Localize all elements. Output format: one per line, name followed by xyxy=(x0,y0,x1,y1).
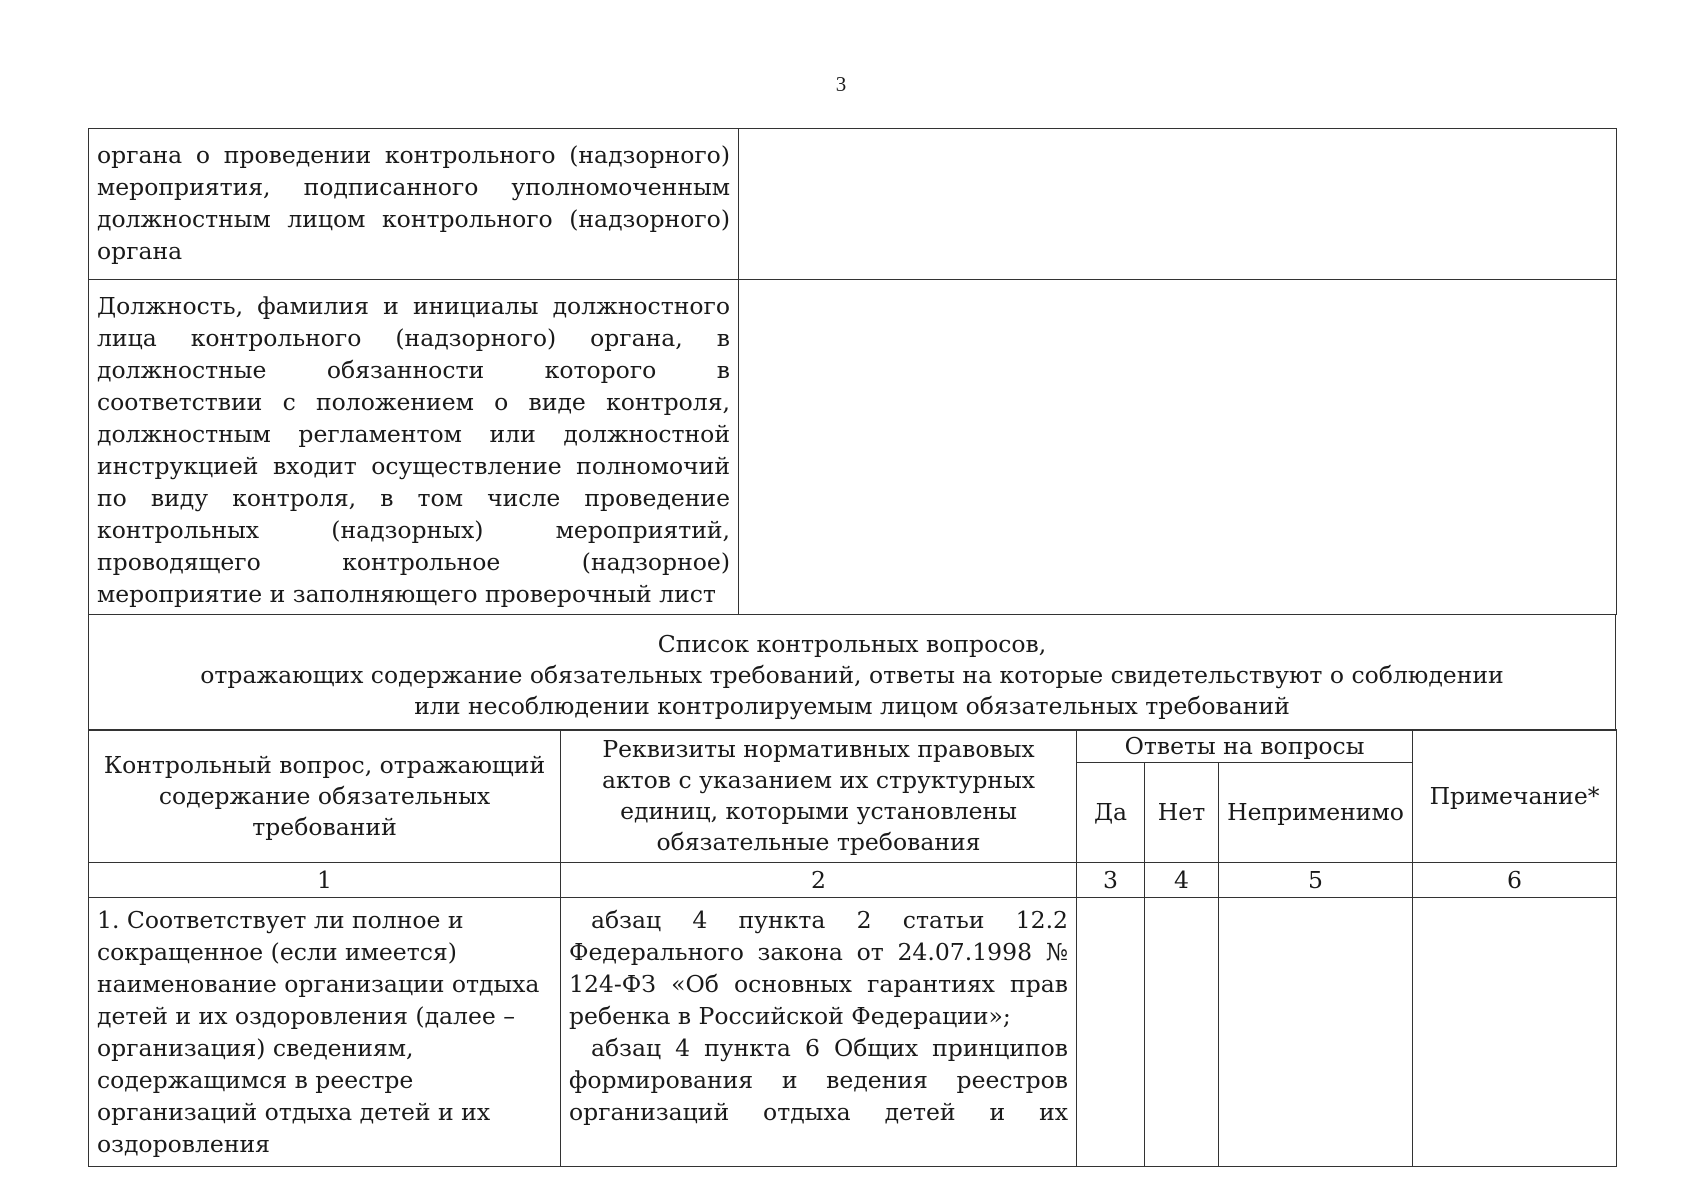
header-yes: Да xyxy=(1077,763,1145,863)
header-question: Контрольный вопрос, отражающий содержание обязательных требований xyxy=(89,730,561,863)
label-cell xyxy=(89,280,739,615)
list-title-line-1: Список контрольных вопросов, xyxy=(657,629,1047,658)
column-number: 1 xyxy=(89,863,561,898)
header-note: Примечание* xyxy=(1413,730,1617,863)
requisites-paragraph-1: абзац 4 пункта 2 статьи 12.2 Федерального закона от 24.07.1998 № 124-ФЗ «Об основных гарантиях прав ребенка в Российской Федерации»; xyxy=(569,906,1068,1030)
order-label-text: органа о проведении контрольного (надзорного) мероприятия, подписанного уполномоченным должностным лицом контрольного (надзорного) органа xyxy=(97,141,730,265)
table-row xyxy=(89,129,1617,280)
header-no: Нет xyxy=(1145,763,1219,863)
page-number: 3 xyxy=(835,72,847,96)
column-number: 4 xyxy=(1145,863,1219,898)
label-cell xyxy=(89,129,739,280)
question-cell xyxy=(89,898,561,1167)
column-number: 2 xyxy=(561,863,1077,898)
requisites-cell xyxy=(561,898,1077,1167)
header-row xyxy=(89,730,1617,763)
official-label-text: Должность, фамилия и инициалы должностного лица контрольного (надзорного) органа, в должностные обязанности которого в соответствии с положением о виде контроля, должностным регламентом или должностной инструкцией входит осуществление полномочий по виду контроля, в том числе проведение контрольных (надзорных) мероприятий, проводящего контрольное (надзорное) мероприятие и заполняющего проверочный лист xyxy=(97,292,730,608)
document-table-wrapper xyxy=(88,128,1616,1167)
note-cell[interactable] xyxy=(1413,898,1617,1167)
column-number: 6 xyxy=(1413,863,1617,898)
checklist-table xyxy=(88,729,1617,1167)
answer-yes-cell[interactable] xyxy=(1077,898,1145,1167)
header-answers-group: Ответы на вопросы xyxy=(1077,730,1413,763)
list-title-line-2: отражающих содержание обязательных требований, ответы на которые свидетельствуют о соблюдении xyxy=(200,660,1504,689)
column-number-row xyxy=(89,863,1617,898)
header-requisites: Реквизиты нормативных правовых актов с указанием их структурных единиц, которыми установлены обязательные требования xyxy=(561,730,1077,863)
list-title-table xyxy=(88,614,1616,731)
table-row xyxy=(89,280,1617,615)
value-cell[interactable] xyxy=(739,280,1617,615)
value-cell[interactable] xyxy=(739,129,1617,280)
answer-no-cell[interactable] xyxy=(1145,898,1219,1167)
requisites-paragraph-2: абзац 4 пункта 6 Общих принципов формирования и ведения реестров организаций отдыха детей и их xyxy=(569,1034,1068,1126)
header-not-applicable: Неприменимо xyxy=(1219,763,1413,863)
list-title-line-3: или несоблюдении контролируемым лицом обязательных требований xyxy=(414,691,1290,720)
answer-not-applicable-cell[interactable] xyxy=(1219,898,1413,1167)
column-number: 3 xyxy=(1077,863,1145,898)
list-title xyxy=(89,614,1616,730)
inspection-info-table xyxy=(88,128,1617,615)
question-text: 1. Соответствует ли полное и сокращенное (если имеется) наименование организации отдыха детей и их оздоровления (далее – организация) сведениям, содержащимся в реестре организаций отдыха детей и их оздоровления xyxy=(97,906,540,1158)
table-row xyxy=(89,898,1617,1167)
column-number: 5 xyxy=(1219,863,1413,898)
